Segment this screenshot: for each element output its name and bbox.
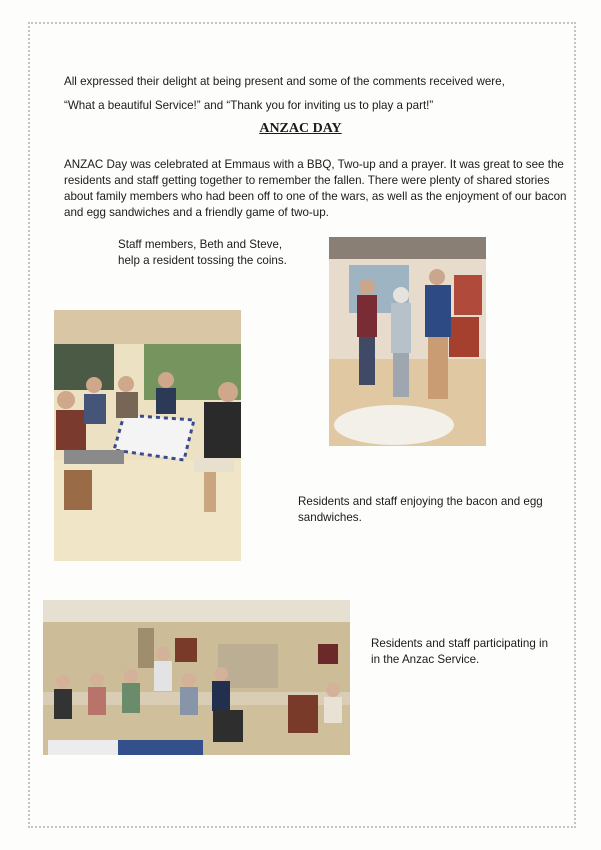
caption-coins-line-1: Staff members, Beth and Steve, bbox=[118, 238, 283, 251]
caption-service-line-1: Residents and staff participating in bbox=[371, 637, 549, 650]
photo-anzac-service bbox=[43, 600, 350, 755]
paragraph-line-1: ANZAC Day was celebrated at Emmaus with a BBQ, Two-up and a prayer. It was great to see the bbox=[64, 158, 564, 171]
photo-bacon-and-egg bbox=[54, 310, 241, 561]
photo-two-up-coins bbox=[329, 237, 486, 446]
caption-sandwiches-line-2: sandwiches. bbox=[298, 511, 362, 524]
paragraph-line-2: residents and staff getting together to remember the fallen. There were plenty of shared stories bbox=[64, 174, 550, 187]
paragraph-line-4: and egg sandwiches and a friendly game of two-up. bbox=[64, 206, 329, 219]
caption-service-line-2: in the Anzac Service. bbox=[371, 653, 480, 666]
caption-sandwiches-line-1: Residents and staff enjoying the bacon and egg bbox=[298, 495, 543, 508]
caption-coins-line-2: help a resident tossing the coins. bbox=[118, 254, 287, 267]
intro-line-2: “What a beautiful Service!” and “Thank you for inviting us to play a part!” bbox=[64, 99, 434, 112]
section-title: ANZAC DAY bbox=[259, 121, 342, 136]
intro-line-1: All expressed their delight at being present and some of the comments received were, bbox=[64, 75, 505, 88]
paragraph-line-3: about family members who had been off to one of the wars, as well as the enjoyment of our bacon bbox=[64, 190, 567, 203]
